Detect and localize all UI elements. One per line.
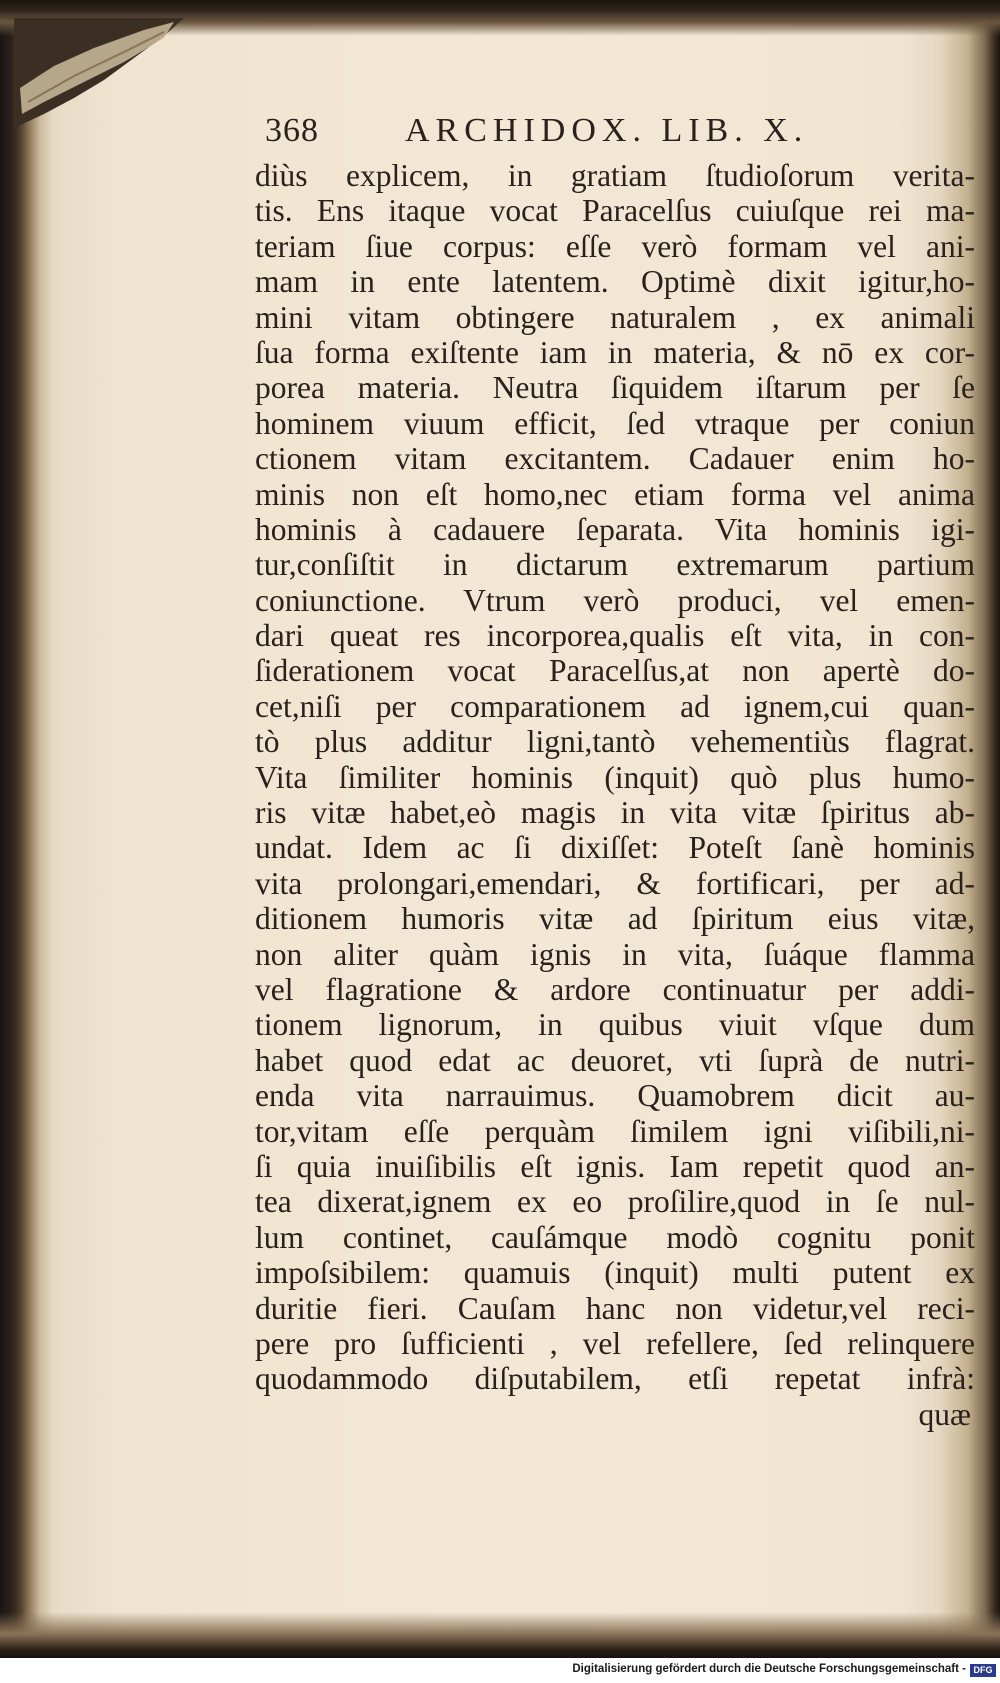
- text-line: tea dixerat,ignem ex eo proſilire,quod in ſe nul-: [255, 1184, 975, 1220]
- text-line: lum continet, cauſámque modò cognitu ponit: [255, 1219, 975, 1255]
- text-line: ctionem vitam excitantem. Cadauer enim ho-: [255, 441, 975, 477]
- running-title: ARCHIDOX. LIB. X.: [405, 112, 809, 149]
- running-header: [255, 108, 865, 154]
- text-line: Vita ſimiliter hominis (inquit) quò plus humo-: [255, 759, 975, 795]
- text-line: habet quod edat ac deuoret, vti ſuprà de nutri-: [255, 1042, 975, 1078]
- text-line: coniunctione. Vtrum verò produci, vel emen-: [255, 582, 975, 618]
- text-line: ſi quia inuiſibilis eſt ignis. Iam repetit quod an-: [255, 1148, 975, 1184]
- text-line: ſiderationem vocat Paracelſus,at non apertè do-: [255, 653, 975, 689]
- text-line: cet,niſi per comparationem ad ignem,cui quan-: [255, 688, 975, 724]
- text-line: ſua forma exiſtente iam in materia, & nō ex cor-: [255, 334, 975, 370]
- text-line: quodammodo diſputabilem, etſi repetat infrà:: [255, 1361, 975, 1397]
- body-text: [255, 158, 975, 1397]
- text-line: tò plus additur ligni,tantò vehementiùs flagrat.: [255, 724, 975, 760]
- text-line: pere pro ſufficienti , vel refellere, ſed relinquere: [255, 1325, 975, 1361]
- text-line: ris vitæ habet,eò magis in vita vitæ ſpiritus ab-: [255, 795, 975, 831]
- text-line: tor,vitam eſſe perquàm ſimilem igni viſibili,ni-: [255, 1113, 975, 1149]
- text-line: vel flagratione & ardore continuatur per addi-: [255, 971, 975, 1007]
- page-text-block: [255, 108, 975, 1518]
- text-line: tionem lignorum, in quibus viuit vſque dum: [255, 1007, 975, 1043]
- text-line: impoſsibilem: quamuis (inquit) multi putent ex: [255, 1255, 975, 1291]
- text-line: diùs explicem, in gratiam ſtudioſorum verita-: [255, 158, 975, 193]
- page-bottom-shadow: [0, 1612, 1000, 1658]
- text-line: teriam ſiue corpus: eſſe verò formam vel ani-: [255, 228, 975, 264]
- page-number: 368: [265, 112, 319, 149]
- dfg-logo-icon: DFG: [970, 1664, 996, 1677]
- text-line: dari queat res incorporea,qualis eſt vita, in con-: [255, 618, 975, 654]
- text-line: tur,conſiſtit in dictarum extremarum partium: [255, 547, 975, 583]
- text-line: porea materia. Neutra ſiquidem iſtarum per ſe: [255, 370, 975, 406]
- text-line: mam in ente latentem. Optimè dixit igitur,ho-: [255, 264, 975, 300]
- text-line: enda vita narrauimus. Quamobrem dicit au-: [255, 1078, 975, 1114]
- text-line: non aliter quàm ignis in vita, ſuáque flamma: [255, 936, 975, 972]
- text-line: mini vitam obtingere naturalem , ex animali: [255, 299, 975, 335]
- text-line: tis. Ens itaque vocat Paracelſus cuiuſque rei ma-: [255, 193, 975, 229]
- text-line: undat. Idem ac ſi dixiſſet: Poteſt ſanè hominis: [255, 830, 975, 866]
- text-line: ditionem humoris vitæ ad ſpiritum eius vitæ,: [255, 901, 975, 937]
- text-line: hominem viuum efficit, ſed vtraque per coniun: [255, 405, 975, 441]
- text-line: hominis à cadauere ſeparata. Vita hominis igi-: [255, 511, 975, 547]
- text-line: duritie fieri. Cauſam hanc non videtur,vel reci-: [255, 1290, 975, 1326]
- text-line: minis non eſt homo,nec etiam forma vel anima: [255, 476, 975, 512]
- digitization-credit: Digitalisierung gefördert durch die Deutsche Forschungsgemeinschaft -: [572, 1663, 966, 1675]
- text-line: vita prolongari,emendari, & fortificari, per ad-: [255, 865, 975, 901]
- catchword: quæ: [918, 1396, 971, 1432]
- torn-corner-graphic: [14, 18, 184, 128]
